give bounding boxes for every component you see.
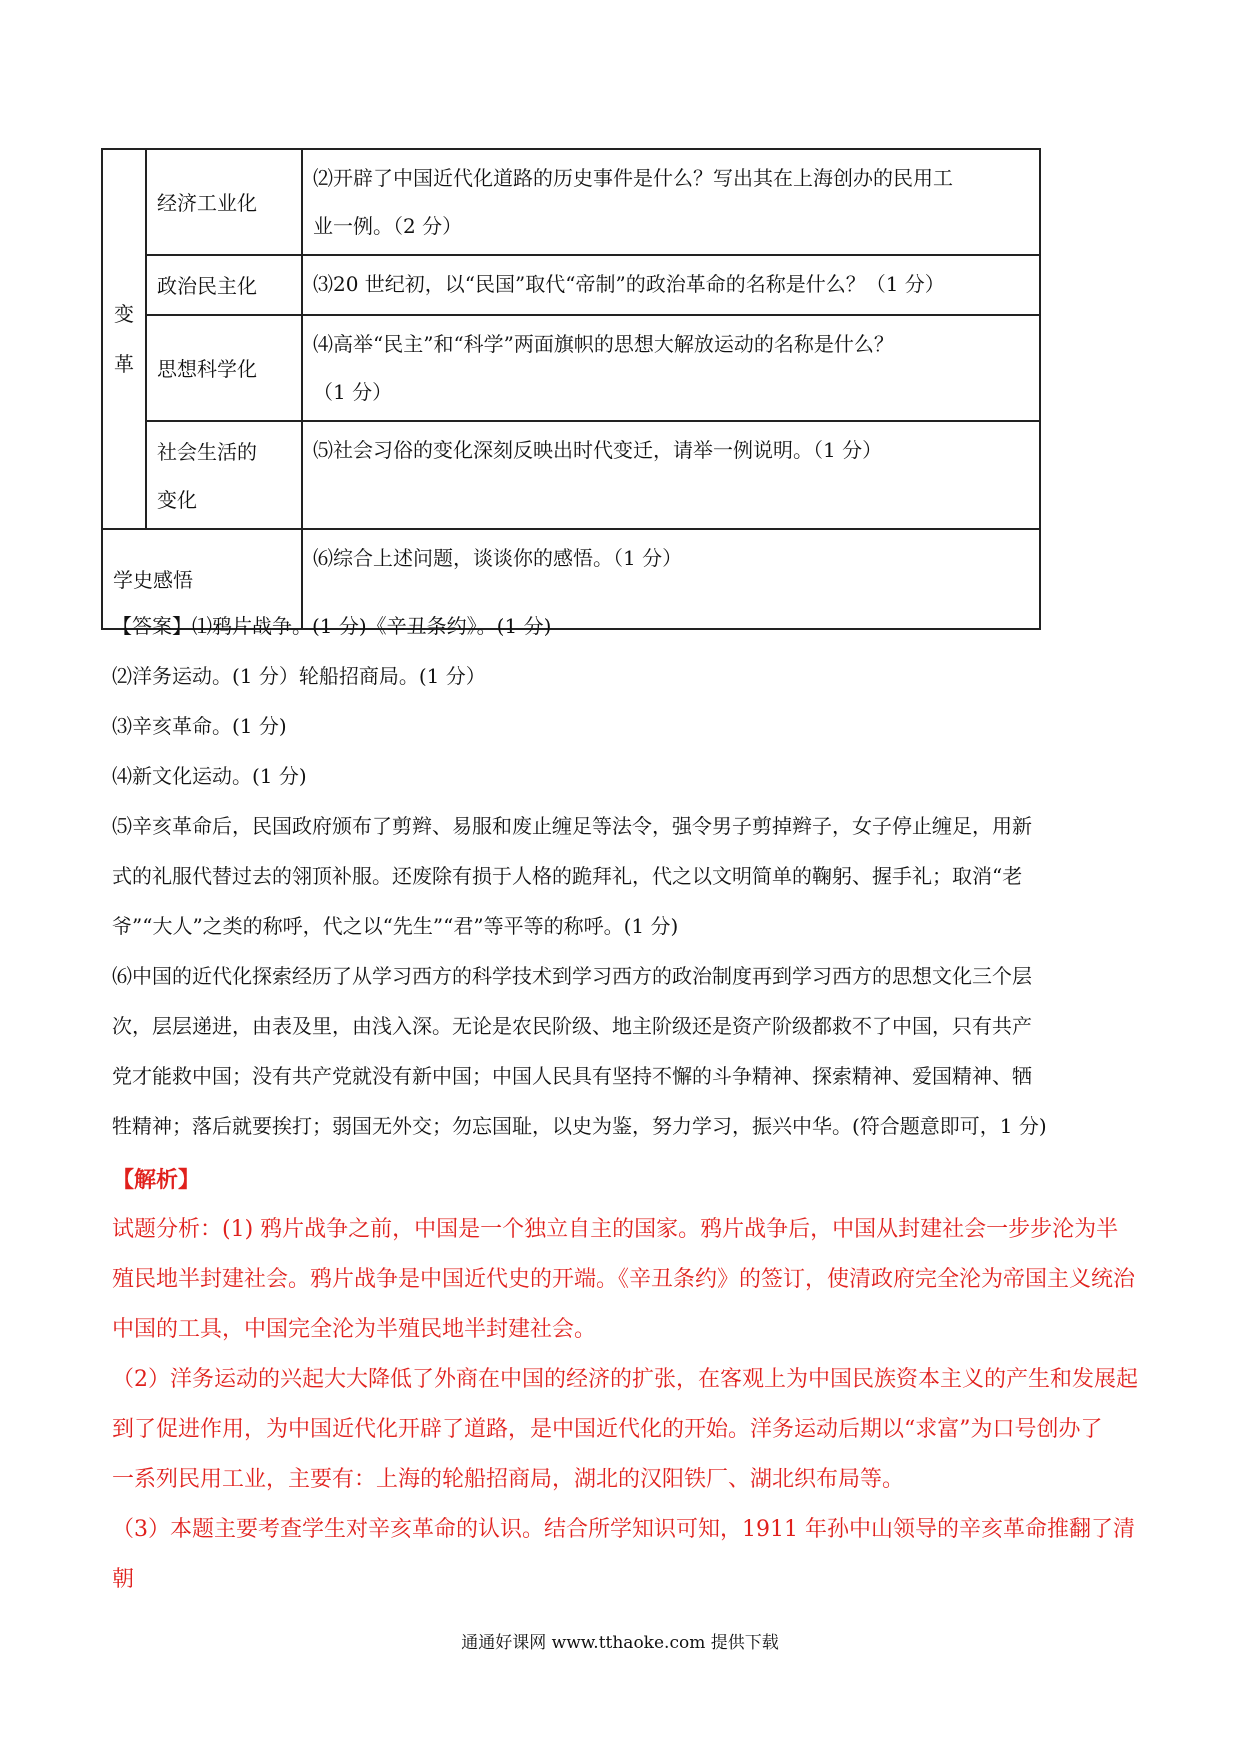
- answer-3: ⑶辛亥革命。(1 分): [112, 714, 287, 738]
- answer-5-line-2: 式的礼服代替过去的翎顶补服。还废除有损于人格的跪拜礼，代之以文明简单的鞠躬、握手礼；取消“老: [112, 864, 1023, 888]
- answer-6-line-2: 次，层层递进，由表及里，由浅入深。无论是农民阶级、地主阶级还是资产阶级都救不了中国，只有共产: [112, 1014, 1032, 1038]
- answer-2: ⑵洋务运动。(1 分）轮船招商局。(1 分）: [112, 664, 486, 688]
- category-political: 政治民主化: [146, 255, 302, 315]
- group-label-char-2: 革: [114, 352, 134, 376]
- answer-5-line-3: 爷”“大人”之类的称呼，代之以“先生”“君”等平等的称呼。(1 分): [112, 914, 679, 938]
- question-3: ⑶20 世纪初，以“民国”取代“帝制”的政治革命的名称是什么？（1 分）: [302, 255, 1040, 315]
- analysis-line-7: （3）本题主要考查学生对辛亥革命的认识。结合所学知识可知，1911 年孙中山领导的辛亥革命推翻了清朝: [112, 1517, 1135, 1592]
- analysis-line-2: 殖民地半封建社会。鸦片战争是中国近代史的开端。《辛丑条约》的签订，使清政府完全沦为帝国主义统治: [112, 1267, 1136, 1292]
- question-4: [302, 315, 1040, 421]
- analysis-line-1: 试题分析：(1) 鸦片战争之前，中国是一个独立自主的国家。鸦片战争后，中国从封建社会一步步沦为半: [112, 1217, 1119, 1242]
- category-social-line-1: 社会生活的: [157, 440, 257, 464]
- category-social-life: [146, 421, 302, 529]
- question-4-line-1: ⑷高举“民主”和“科学”两面旗帜的思想大解放运动的名称是什么？: [313, 332, 894, 356]
- question-2-line-2: 业一例。（2 分）: [313, 214, 463, 238]
- analysis-line-6: 一系列民用工业，主要有：上海的轮船招商局，湖北的汉阳铁厂、湖北织布局等。: [112, 1467, 905, 1492]
- answer-6-line-4: 牲精神；落后就要挨打；弱国无外交；勿忘国耻，以史为鉴，努力学习，振兴中华。(符合题意即可，1 分): [112, 1114, 1047, 1138]
- answer-6-line-3: 党才能救中国；没有共产党就没有新中国；中国人民具有坚持不懈的斗争精神、探索精神、爱国精神、牺: [112, 1064, 1032, 1088]
- question-4-line-2: （1 分）: [313, 380, 393, 404]
- analysis-line-4: （2）洋务运动的兴起大大降低了外商在中国的经济的扩张，在客观上为中国民族资本主义的产生和发展起: [112, 1367, 1139, 1392]
- category-economic: 经济工业化: [146, 149, 302, 255]
- category-summary: 学史感悟: [102, 529, 302, 629]
- answer-4: ⑷新文化运动。(1 分): [112, 764, 307, 788]
- analysis-line-5: 到了促进作用，为中国近代化开辟了道路，是中国近代化的开始。洋务运动后期以“求富”为口号创办了: [112, 1417, 1103, 1442]
- question-2: [302, 149, 1040, 255]
- category-thought: 思想科学化: [146, 315, 302, 421]
- analysis-label: 【解析】: [112, 1167, 201, 1193]
- answer-1-text: ⑴鸦片战争。(1 分)《辛丑条约》。(1 分): [192, 614, 552, 638]
- question-6: ⑹综合上述问题，谈谈你的感悟。（1 分）: [302, 529, 1040, 629]
- page-footer: 通通好课网 www.tthaoke.com 提供下载: [461, 1633, 779, 1653]
- group-label-cell: [102, 149, 146, 529]
- question-table: [101, 148, 1041, 630]
- question-2-line-1: ⑵开辟了中国近代化道路的历史事件是什么？写出其在上海创办的民用工: [313, 166, 953, 190]
- answer-section: [112, 601, 1132, 1151]
- answer-label: 【答案】: [112, 614, 192, 638]
- analysis-section: [112, 1155, 1142, 1605]
- answer-1: [112, 601, 1132, 651]
- answer-6-line-1: ⑹中国的近代化探索经历了从学习西方的科学技术到学习西方的政治制度再到学习西方的思想文化三个层: [112, 964, 1032, 988]
- answer-5-line-1: ⑸辛亥革命后，民国政府颁布了剪辫、易服和废止缠足等法令，强令男子剪掉辫子，女子停止缠足，用新: [112, 814, 1032, 838]
- question-5: ⑸社会习俗的变化深刻反映出时代变迁，请举一例说明。（1 分）: [302, 421, 1040, 529]
- category-social-line-2: 变化: [157, 488, 197, 512]
- analysis-line-3: 中国的工具，中国完全沦为半殖民地半封建社会。: [112, 1317, 597, 1342]
- group-label-char-1: 变: [114, 302, 134, 326]
